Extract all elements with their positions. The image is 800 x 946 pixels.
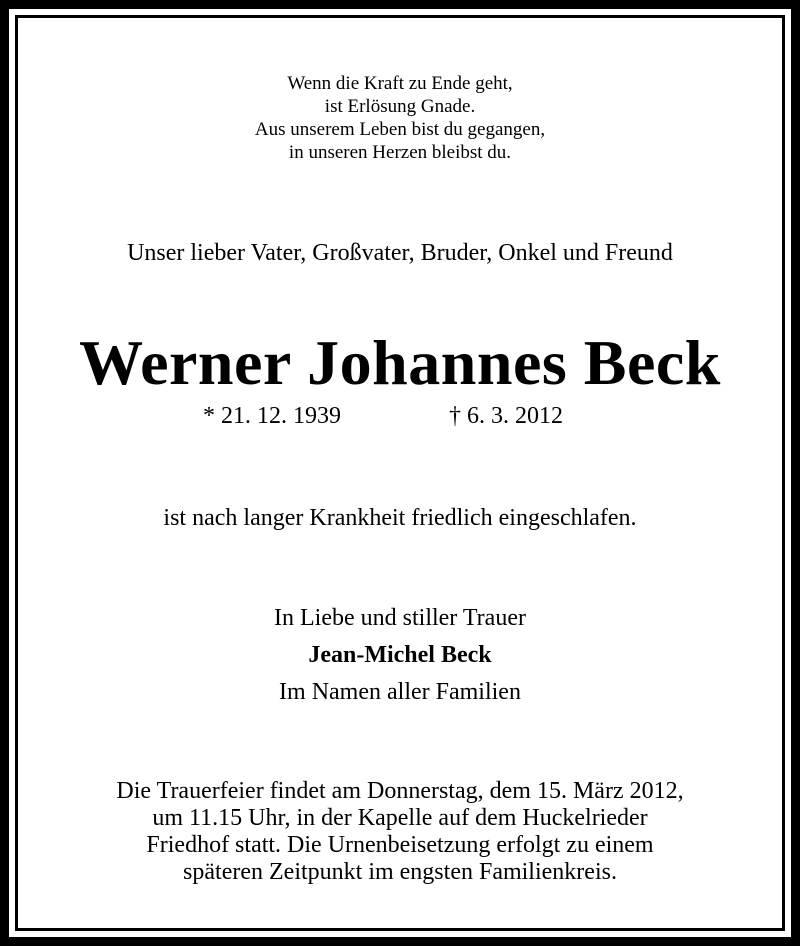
mourning-line: Im Namen aller Familien <box>279 679 521 705</box>
death-date: † 6. 3. 2012 <box>449 403 563 429</box>
deceased-name: Werner Johannes Beck <box>79 327 721 398</box>
poem-line: in unseren Herzen bleibst du. <box>288 142 512 163</box>
birth-date: * 21. 12. 1939 <box>203 403 341 429</box>
service-line: um 11.15 Uhr, in der Kapelle auf dem Huckelrieder <box>152 805 648 831</box>
service-line: späteren Zeitpunkt im engsten Familienkreis. <box>183 859 617 885</box>
mourning-line: In Liebe und stiller Trauer <box>274 605 526 631</box>
service-line: Friedhof statt. Die Urnenbeisetzung erfolgt zu einem <box>146 832 654 858</box>
passing-text: ist nach langer Krankheit friedlich eingeschlafen. <box>163 505 637 531</box>
poem-line: Aus unserem Leben bist du gegangen, <box>254 119 546 140</box>
signatory-name: Jean-Michel Beck <box>308 642 492 668</box>
intro-text: Unser lieber Vater, Großvater, Bruder, Onkel und Freund <box>127 240 673 266</box>
poem-line: Wenn die Kraft zu Ende geht, <box>287 73 513 94</box>
service-line: Die Trauerfeier findet am Donnerstag, dem 15. März 2012, <box>116 778 684 804</box>
poem-line: ist Erlösung Gnade. <box>324 96 476 117</box>
